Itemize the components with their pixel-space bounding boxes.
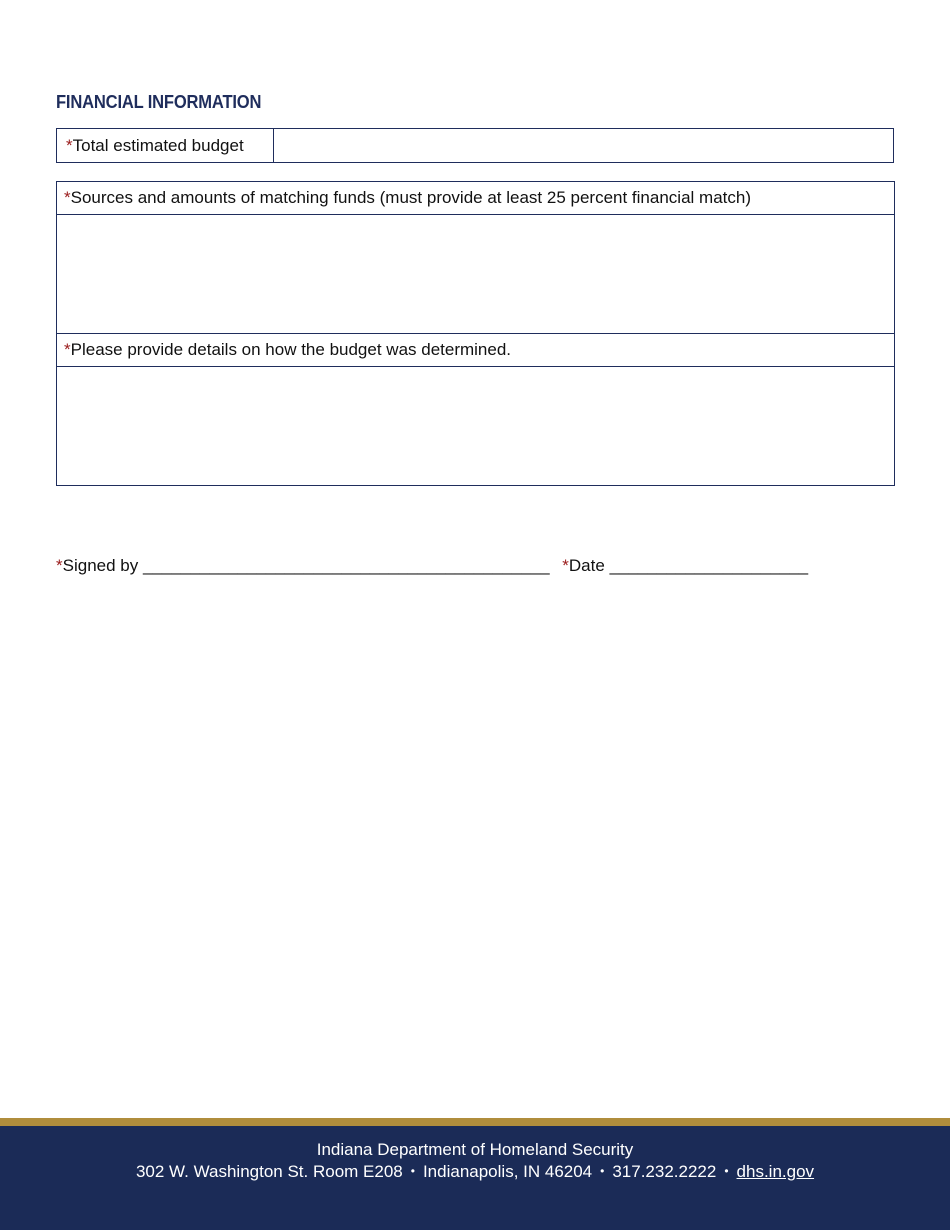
section-title: FINANCIAL INFORMATION	[56, 92, 262, 112]
required-marker: *	[56, 556, 63, 575]
funds-table	[56, 181, 895, 486]
date-label: Date	[568, 556, 605, 575]
required-marker: *	[64, 340, 71, 359]
footer-city: Indianapolis, IN 46204	[422, 1162, 593, 1181]
matching-funds-label	[57, 182, 894, 215]
budget-details-label	[57, 334, 894, 367]
required-marker: *	[66, 136, 73, 155]
date-field[interactable]: _____________________	[609, 556, 809, 575]
footer	[0, 1126, 950, 1230]
budget-label	[57, 129, 274, 162]
budget-details-label-text: Please provide details on how the budget was determined.	[70, 340, 512, 359]
footer-separator: •	[600, 1164, 605, 1178]
footer-separator: •	[410, 1164, 415, 1178]
matching-funds-field[interactable]	[57, 215, 894, 334]
footer-website-link[interactable]: dhs.in.gov	[736, 1162, 815, 1181]
required-marker: *	[64, 188, 71, 207]
budget-details-field[interactable]	[57, 367, 894, 485]
signed-by-label: Signed by	[62, 556, 139, 575]
footer-phone: 317.232.2222	[612, 1162, 717, 1181]
required-marker: *	[562, 556, 569, 575]
signature-line	[56, 556, 808, 576]
footer-address-line	[0, 1162, 950, 1182]
signed-by-field[interactable]: ___________________________________________	[142, 556, 550, 575]
footer-gold-stripe	[0, 1118, 950, 1126]
footer-separator: •	[724, 1164, 729, 1178]
budget-input-field[interactable]	[274, 129, 893, 162]
footer-address: 302 W. Washington St. Room E208	[135, 1162, 403, 1181]
matching-funds-label-text: Sources and amounts of matching funds (must provide at least 25 percent financial match)	[70, 188, 751, 207]
budget-table	[56, 128, 894, 163]
budget-label-text: Total estimated budget	[72, 136, 244, 155]
footer-org-name: Indiana Department of Homeland Security	[316, 1140, 634, 1159]
